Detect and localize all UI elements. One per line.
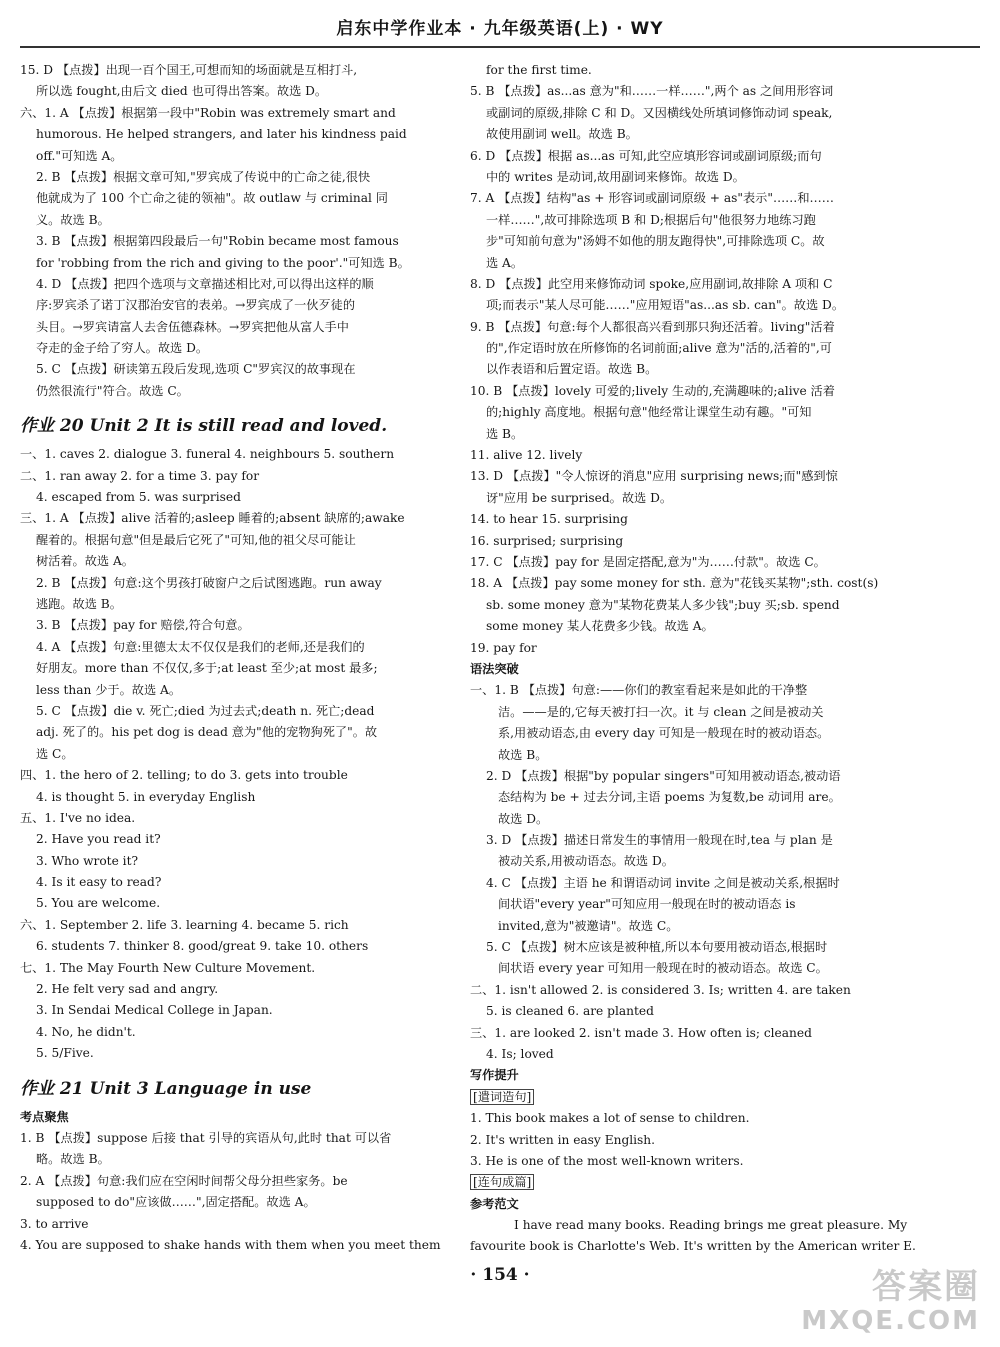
answer-line: 所以选 fought,由后文 died 也可得出答案。故选 D。 bbox=[36, 84, 328, 99]
answer-line: off."可知选 A。 bbox=[36, 148, 123, 163]
answer-line: supposed to do"应该做……",固定搭配。故选 A。 bbox=[36, 1195, 316, 1210]
subsection-label: 考点聚焦 bbox=[20, 1109, 69, 1124]
answer-line: 1. B 【点拨】suppose 后接 that 引导的宾语从句,此时 that 可以省 bbox=[20, 1130, 392, 1145]
answer-line: 略。故选 B。 bbox=[36, 1152, 110, 1167]
watermark-line2: MXQE.COM bbox=[801, 1306, 980, 1336]
answer-line: 6. students 7. thinker 8. good/great 9. take 10. others bbox=[36, 939, 369, 954]
answer-line: for the first time. bbox=[486, 63, 592, 77]
answer-line: 间状语"every year"可知应用一般现在时的被动语态 is bbox=[498, 897, 796, 912]
answer-line: 一、1. B 【点拨】句意:——你们的教室看起来是如此的干净整 bbox=[470, 683, 808, 698]
answer-line: 六、1. A 【点拨】根据第一段中"Robin was extremely smart and bbox=[20, 105, 396, 120]
boxed-label bbox=[470, 1172, 950, 1193]
page-header bbox=[20, 14, 980, 48]
answer-line: 4. Is it easy to read? bbox=[36, 875, 162, 890]
answer-line: 6. D 【点拨】根据 as...as 可知,此空应填形容词或副词原级;而句 bbox=[470, 148, 822, 163]
answer-line: 4. C 【点拨】主语 he 和谓语动词 invite 之间是被动关系,根据时 bbox=[486, 875, 840, 890]
answer-line: favourite book is Charlotte's Web. It's written by the American writer E. bbox=[470, 1239, 916, 1254]
answer-line: 16. surprised; surprising bbox=[470, 533, 624, 548]
right-column bbox=[470, 60, 950, 1258]
answer-line: 2. B 【点拨】句意:这个男孩打破窗户之后试图逃跑。run away bbox=[36, 575, 382, 590]
answer-line: humorous. He helped strangers, and later his kindness paid bbox=[36, 127, 407, 142]
watermark-logo bbox=[765, 1268, 980, 1340]
answer-line: 他就成为了 100 个亡命之徒的领袖"。故 outlaw 与 criminal 同 bbox=[36, 191, 388, 206]
answer-line: I have read many books. Reading brings me great pleasure. My bbox=[514, 1218, 908, 1233]
answer-line: 六、1. September 2. life 3. learning 4. became 5. rich bbox=[20, 917, 349, 932]
answer-line: 3. D 【点拨】描述日常发生的事情用一般现在时,tea 与 plan 是 bbox=[486, 833, 833, 848]
subsection-label: 语法突破 bbox=[470, 661, 519, 676]
answer-line: 17. C 【点拨】pay for 是固定搭配,意为"为……付款"。故选 C。 bbox=[470, 554, 826, 569]
left-column bbox=[20, 60, 445, 1256]
answer-line: 洁。——是的,它每天被打扫一次。it 与 clean 之间是被动关 bbox=[498, 704, 824, 719]
answer-line: 头目。→罗宾请富人去舍伍德森林。→罗宾把他从富人手中 bbox=[36, 319, 349, 334]
answer-line: 故使用副词 well。故选 B。 bbox=[486, 127, 638, 142]
answer-line: 夺走的金子给了穷人。故选 D。 bbox=[36, 341, 209, 356]
boxed-label bbox=[470, 1087, 950, 1108]
answer-line: 或副词的原级,排除 C 和 D。又因横线处所填词修饰动词 speak, bbox=[486, 105, 833, 120]
answer-line: 故选 D。 bbox=[498, 811, 549, 826]
section-heading: 作业 21 Unit 3 Language in use bbox=[20, 1078, 312, 1099]
answer-line: 二、1. ran away 2. for a time 3. pay for bbox=[20, 468, 260, 483]
answer-line: 项;而表示"某人尽可能……"应用短语"as...as sb. can"。故选 D。 bbox=[486, 298, 845, 313]
answer-line: 15. D 【点拨】出现一百个国王,可想而知的场面就是互相打斗, bbox=[20, 63, 358, 77]
section-heading: 作业 20 Unit 2 It is still read and loved. bbox=[20, 416, 388, 437]
answer-line: 五、1. I've no idea. bbox=[20, 810, 136, 825]
answer-line: 被动关系,用被动语态。故选 D。 bbox=[498, 854, 674, 869]
answer-line: 序:罗宾杀了诺丁汉郡治安官的表弟。→罗宾成了一伙歹徒的 bbox=[36, 298, 356, 313]
answer-line: 2. Have you read it? bbox=[36, 832, 161, 847]
answer-line: 故选 B。 bbox=[498, 747, 548, 762]
answer-line: 3. B 【点拨】根据第四段最后一句"Robin became most famous bbox=[36, 234, 399, 249]
answer-line: 醒着的。根据句意"但是最后它死了"可知,他的祖父尽可能让 bbox=[36, 532, 356, 547]
answer-line: 9. B 【点拨】句意:每个人都很高兴看到那只狗还活着。living"活着 bbox=[470, 319, 835, 334]
answer-line: 10. B 【点拨】lovely 可爱的;lively 生动的,充满趣味的;alive 活着 bbox=[470, 383, 835, 398]
answer-line: 一、1. caves 2. dialogue 3. funeral 4. neighbours 5. southern bbox=[20, 447, 395, 462]
answer-line: 4. No, he didn't. bbox=[36, 1024, 136, 1039]
answer-line: 5. is cleaned 6. are planted bbox=[486, 1004, 654, 1019]
answer-line: 选 A。 bbox=[486, 255, 524, 270]
subsection-label: 写作提升 bbox=[470, 1068, 519, 1083]
answer-line: 2. B 【点拨】根据文章可知,"罗宾成了传说中的亡命之徒,很快 bbox=[36, 169, 371, 184]
answer-line: 逃跑。故选 B。 bbox=[36, 596, 122, 611]
answer-line: some money 某人花费多少钱。故选 A。 bbox=[486, 619, 714, 634]
answer-line: 选 C。 bbox=[36, 746, 74, 761]
answer-line: 19. pay for bbox=[470, 640, 537, 655]
answer-line: 3. to arrive bbox=[20, 1216, 89, 1231]
answer-line: 3. B 【点拨】pay for 赔偿,符合句意。 bbox=[36, 618, 250, 633]
answer-line: 3. He is one of the most well-known writers. bbox=[470, 1153, 744, 1168]
answer-line: 18. A 【点拨】pay some money for sth. 意为"花钱买某物";sth. cost(s) bbox=[470, 576, 879, 591]
answer-line: 态结构为 be + 过去分词,主语 poems 为复数,be 动词用 are。 bbox=[498, 790, 841, 805]
answer-line: 2. It's written in easy English. bbox=[470, 1132, 656, 1147]
answer-line: 树活着。故选 A。 bbox=[36, 554, 134, 569]
boxed-label-text: [遣词造句] bbox=[470, 1089, 534, 1105]
answer-line: 七、1. The May Fourth New Culture Movement. bbox=[20, 960, 316, 975]
answer-line: 讶"应用 be surprised。故选 D。 bbox=[486, 490, 673, 505]
answer-line: 5. 5/Five. bbox=[36, 1046, 94, 1061]
watermark-line1: 答案圈 bbox=[872, 1267, 980, 1307]
answer-line: 5. B 【点拨】as...as 意为"和……一样……",两个 as 之间用形容词 bbox=[470, 84, 834, 99]
answer-line: 2. D 【点拨】根据"by popular singers"可知用被动语态,被动语 bbox=[486, 768, 841, 783]
answer-line: 5. C 【点拨】研读第五段后发现,选项 C"罗宾汉的故事现在 bbox=[36, 362, 356, 377]
answer-line: 5. C 【点拨】die v. 死亡;died 为过去式;death n. 死亡;dead bbox=[36, 703, 375, 718]
answer-line: 四、1. the hero of 2. telling; to do 3. gets into trouble bbox=[20, 768, 348, 783]
answer-line: 三、1. are looked 2. isn't made 3. How often is; cleaned bbox=[470, 1025, 812, 1040]
answer-line: 13. D 【点拨】"令人惊讶的消息"应用 surprising news;而"感到惊 bbox=[470, 469, 838, 484]
answer-line: 的",作定语时放在所修饰的名词前面;alive 意为"活的,活着的",可 bbox=[486, 341, 832, 356]
answer-line: 7. A 【点拨】结构"as + 形容词或副词原级 + as"表示"……和…… bbox=[470, 191, 834, 206]
answer-line: 三、1. A 【点拨】alive 活着的;asleep 睡着的;absent 缺席的;awake bbox=[20, 511, 405, 526]
answer-line: 二、1. isn't allowed 2. is considered 3. Is; written 4. are taken bbox=[470, 982, 851, 997]
answer-line: adj. 死了的。his pet dog is dead 意为"他的宠物狗死了"。故 bbox=[36, 725, 378, 740]
header-title: 启东中学作业本 · 九年级英语(上) · WY bbox=[336, 19, 664, 39]
answer-line: 4. is thought 5. in everyday English bbox=[36, 789, 256, 804]
answer-line: 中的 writes 是动词,故用副词来修饰。故选 D。 bbox=[486, 169, 745, 184]
answer-line: 4. You are supposed to shake hands with them when you meet them bbox=[20, 1237, 441, 1252]
answer-line: 4. D 【点拨】把四个选项与文章描述相比对,可以得出这样的顺 bbox=[36, 276, 374, 291]
answer-line: 以作表语和后置定语。故选 B。 bbox=[486, 362, 658, 377]
answer-line: 5. C 【点拨】树木应该是被种植,所以本句要用被动语态,根据时 bbox=[486, 940, 828, 955]
answer-line: invited,意为"被邀请"。故选 C。 bbox=[498, 918, 679, 933]
subsection-label: 参考范文 bbox=[470, 1196, 519, 1211]
answer-line: 11. alive 12. lively bbox=[470, 448, 583, 463]
answer-line: less than 少于。故选 A。 bbox=[36, 682, 182, 697]
answer-line: 8. D 【点拨】此空用来修饰动词 spoke,应用副词,故排除 A 项和 C bbox=[470, 276, 833, 291]
answer-line: 间状语 every year 可知用一般现在时的被动语态。故选 C。 bbox=[498, 961, 828, 976]
answer-line: 好朋友。more than 不仅仅,多于;at least 至少;at most 最多; bbox=[36, 661, 378, 676]
answer-line: 4. A 【点拨】句意:里德太太不仅仅是我们的老师,还是我们的 bbox=[36, 639, 365, 654]
answer-line: 14. to hear 15. surprising bbox=[470, 512, 628, 527]
answer-line: 4. Is; loved bbox=[486, 1046, 554, 1061]
answer-line: 2. A 【点拨】句意:我们应在空闲时间帮父母分担些家务。be bbox=[20, 1173, 348, 1188]
answer-line: for 'robbing from the rich and giving to the poor'."可知选 B。 bbox=[36, 255, 410, 270]
answer-line: 3. In Sendai Medical College in Japan. bbox=[36, 1003, 273, 1018]
answer-line: 步"可知前句意为"汤姆不如他的朋友跑得快",可排除选项 C。故 bbox=[486, 234, 825, 249]
answer-line: 5. You are welcome. bbox=[36, 896, 161, 911]
answer-line: 选 B。 bbox=[486, 426, 524, 441]
answer-line: 的;highly 高度地。根据句意"他经常让课堂生动有趣。"可知 bbox=[486, 405, 812, 420]
answer-line: 4. escaped from 5. was surprised bbox=[36, 490, 241, 505]
answer-line: 义。故选 B。 bbox=[36, 212, 110, 227]
answer-line: 1. This book makes a lot of sense to children. bbox=[470, 1111, 750, 1126]
page-number: · 154 · bbox=[470, 1265, 530, 1285]
answer-line: 系,用被动语态,由 every day 可知是一般现在时的被动语态。 bbox=[498, 726, 830, 741]
answer-line: 3. Who wrote it? bbox=[36, 853, 138, 868]
answer-line: 2. He felt very sad and angry. bbox=[36, 982, 219, 997]
boxed-label-text: [连句成篇] bbox=[470, 1174, 534, 1190]
answer-line: sb. some money 意为"某物花费某人多少钱";buy 买;sb. spend bbox=[486, 597, 840, 612]
answer-line: 一样……",故可排除选项 B 和 D;根据后句"他很努力地练习跑 bbox=[486, 212, 816, 227]
answer-line: 仍然很流行"符合。故选 C。 bbox=[36, 383, 189, 398]
